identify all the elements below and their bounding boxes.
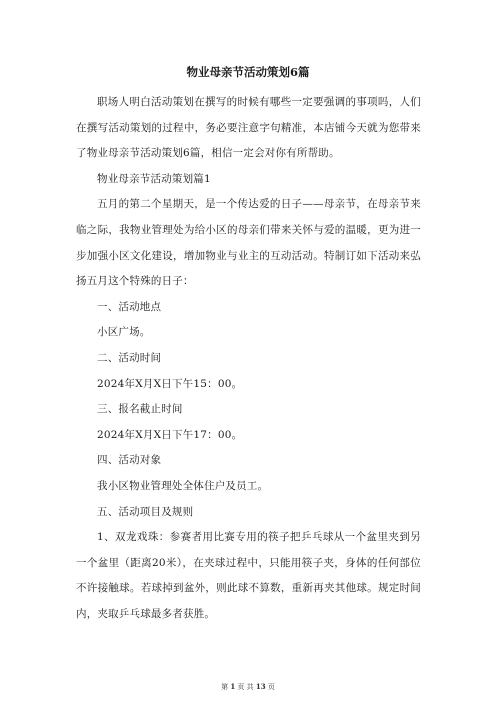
location-text: 小区广场。 <box>97 326 151 339</box>
audience-text: 我小区物业管理处全体住户及员工。 <box>97 479 269 492</box>
time-text: 2024年X月X日下午15：00。 <box>97 377 243 390</box>
document-body <box>76 90 421 627</box>
subheading-time: 二、活动时间 <box>97 351 162 364</box>
body-paragraph: 五月的第二个星期天，是一个传达爱的日子——母亲节，在母亲节来临之际，我物业管理处为给小区的母亲们带来关怀与爱的温暖，更为进一步加强小区文化建设，增加物业与业主的互动活动。特制订如下活动来弘扬五月这个特殊的日子： <box>76 198 421 288</box>
footer-suffix: 页 <box>267 683 275 691</box>
deadline-text: 2024年X月X日下午17：00。 <box>97 428 243 441</box>
intro-paragraph: 职场人明白活动策划在撰写的时候有哪些一定要强调的事项吗，人们在撰写活动策划的过程中，务必要注意字句精准，本店铺今天就为您带来了物业母亲节活动策划6篇，相信一定会对你有所帮助。 <box>76 96 421 160</box>
subheading-deadline: 三、报名截止时间 <box>97 403 183 416</box>
subheading-rules: 五、活动项目及规则 <box>97 505 194 518</box>
page-footer <box>0 682 496 692</box>
footer-page-number: 1 <box>230 682 236 691</box>
footer-total-pages: 13 <box>255 682 266 691</box>
footer-prefix: 第 <box>221 683 229 691</box>
footer-middle: 页 共 <box>237 683 254 691</box>
section-heading: 物业母亲节活动策划篇1 <box>97 172 211 185</box>
page-title: 物业母亲节活动策划6篇 <box>186 65 310 79</box>
subheading-audience: 四、活动对象 <box>97 454 162 467</box>
rules-paragraph: 1、双龙戏珠：参赛者用比赛专用的筷子把乒乓球从一个盆里夹到另一个盆里（距离20米），在夹球过程中，只能用筷子夹，身体的任何部位不许接触球。若球掉到盆外，则此球不算数，重新再夹其他球。规定时间内，夹取乒乓球最多者获胜。 <box>76 531 421 620</box>
subheading-location: 一、活动地点 <box>97 300 162 313</box>
